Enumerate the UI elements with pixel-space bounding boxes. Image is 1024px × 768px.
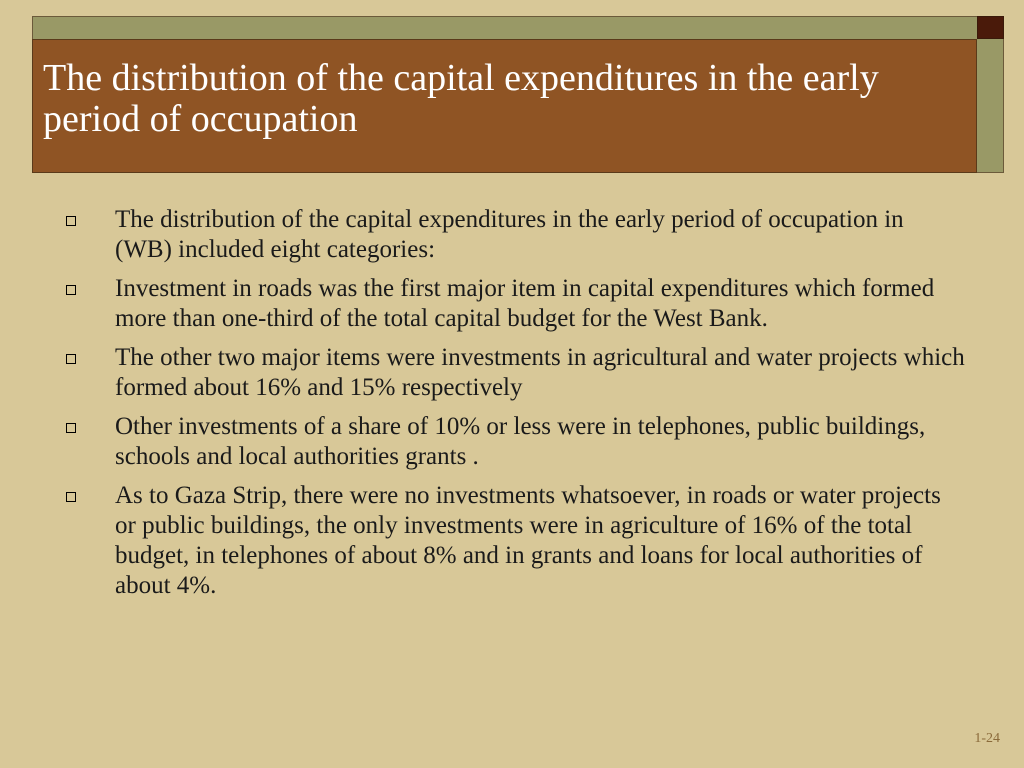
hollow-square-icon (66, 354, 76, 364)
bullet-text: Investment in roads was the first major item in capital expenditures which formed more than one-third of the total capital budget for the West Bank. (115, 275, 935, 332)
side-accent-band (977, 39, 1004, 173)
hollow-square-icon (66, 492, 76, 502)
bullet-item (66, 205, 966, 265)
title-bar (32, 39, 977, 173)
slide-title: The distribution of the capital expenditures in the early period of occupation (43, 57, 879, 140)
bullet-item (66, 412, 966, 472)
header-accent-band (32, 16, 977, 39)
bullet-text: Other investments of a share of 10% or less were in telephones, public buildings, schools and local authorities grants . (115, 413, 926, 470)
bullet-text: The other two major items were investments in agricultural and water projects which formed about 16% and 15% respectively (115, 344, 965, 401)
bullet-item (66, 343, 966, 403)
corner-square (977, 16, 1004, 39)
bullet-text: As to Gaza Strip, there were no investments whatsoever, in roads or water projects or public buildings, the only investments were in agriculture of 16% of the total budget, in telephones of about 8% and in grants and loans for local authorities of about 4%. (115, 482, 941, 599)
hollow-square-icon (66, 285, 76, 295)
bullet-item (66, 274, 966, 334)
bullet-list (66, 205, 966, 610)
bullet-text: The distribution of the capital expenditures in the early period of occupation in (WB) included eight categories: (115, 206, 904, 263)
page-number: 1-24 (974, 731, 1000, 746)
hollow-square-icon (66, 423, 76, 433)
hollow-square-icon (66, 216, 76, 226)
bullet-item (66, 481, 966, 601)
